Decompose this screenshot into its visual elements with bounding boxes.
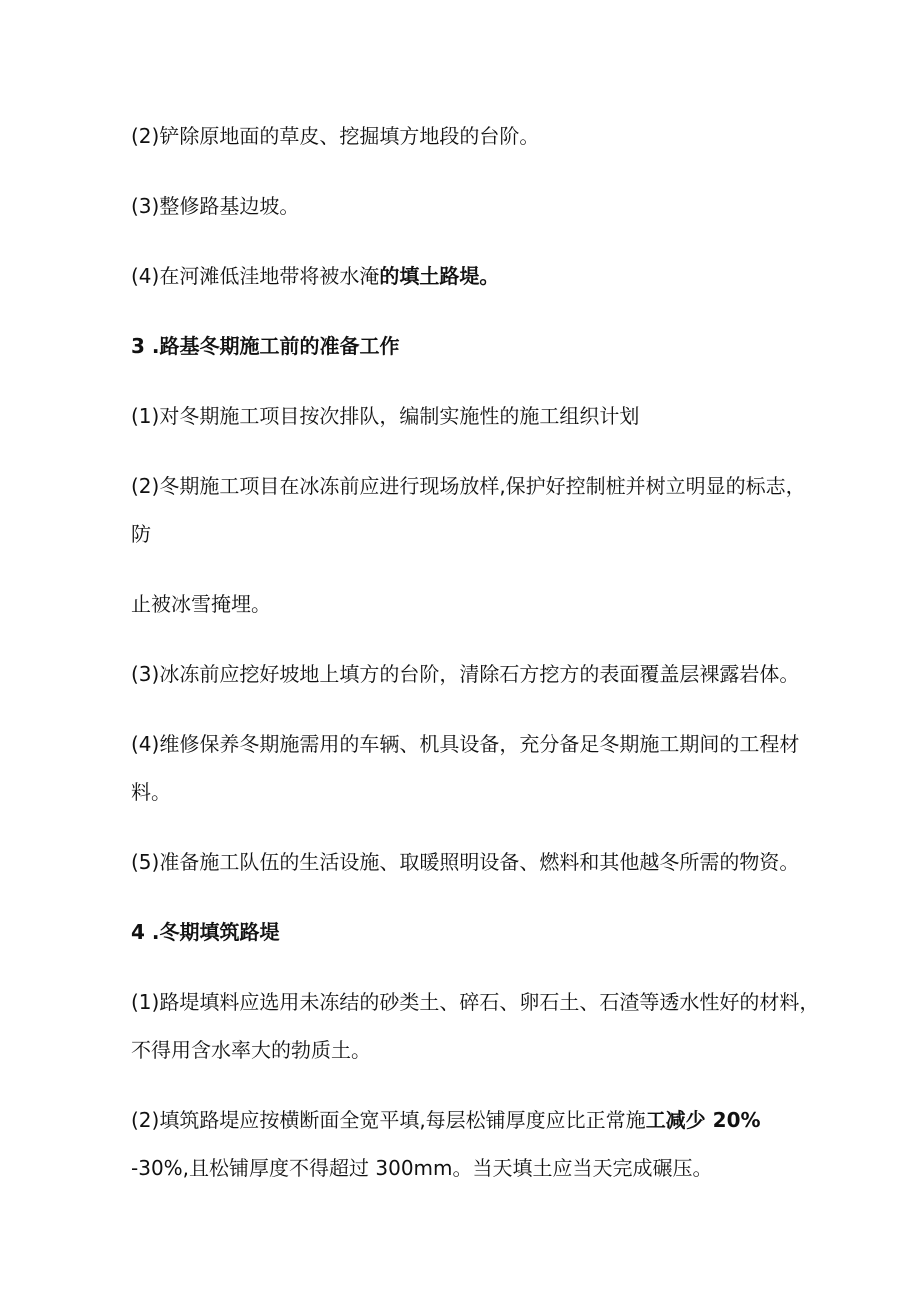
paragraph-1-fill-material-cont: 不得用含水率大的勃质土。 bbox=[131, 1038, 371, 1062]
paragraph-3-steps-before-freeze: (3)冰冻前应挖好坡地上填方的台阶，清除石方挖方的表面覆盖层裸露岩体。 bbox=[131, 662, 800, 686]
paragraph-1-fill-material: (1)路堤填料应选用未冻结的砂类土、碎石、卵石土、石渣等透水性好的材料， bbox=[131, 990, 820, 1014]
paragraph-3-trim-slope: (3)整修路基边坡。 bbox=[131, 194, 300, 218]
paragraph-2-remove-turf: (2)铲除原地面的草皮、挖掘填方地段的台阶。 bbox=[131, 124, 540, 148]
paragraph-2-fill-layers: (2)填筑路堤应按横断面全宽平填,每层松铺厚度应比正常施工减少 20% bbox=[131, 1108, 761, 1132]
paragraph-4-flooded-embankment: (4)在河滩低洼地带将被水淹的填土路堤。 bbox=[131, 264, 500, 288]
paragraph-2-staking: (2)冬期施工项目在冰冻前应进行现场放样,保护好控制桩并树立明显的标志， bbox=[131, 474, 806, 498]
section-heading-4: 4 .冬期填筑路堤 bbox=[131, 920, 280, 944]
paragraph-4-equipment: (4)维修保养冬期施需用的车辆、机具设备，充分备足冬期施工期间的工程材 bbox=[131, 732, 800, 756]
section-heading-3: 3 .路基冬期施工前的准备工作 bbox=[131, 334, 400, 358]
paragraph-2-staking-end: 止被冰雪掩埋。 bbox=[131, 592, 271, 616]
paragraph-2-staking-cont: 防 bbox=[131, 522, 151, 546]
paragraph-2-fill-layers-cont: -30%,且松铺厚度不得超过 300mm。当天填土应当天完成碾压。 bbox=[131, 1156, 713, 1180]
paragraph-1-schedule: (1)对冬期施工项目按次排队，编制实施性的施工组织计划 bbox=[131, 404, 640, 428]
paragraph-4-equipment-cont: 料。 bbox=[131, 780, 171, 804]
paragraph-5-living-facilities: (5)准备施工队伍的生活设施、取暖照明设备、燃料和其他越冬所需的物资。 bbox=[131, 850, 800, 874]
